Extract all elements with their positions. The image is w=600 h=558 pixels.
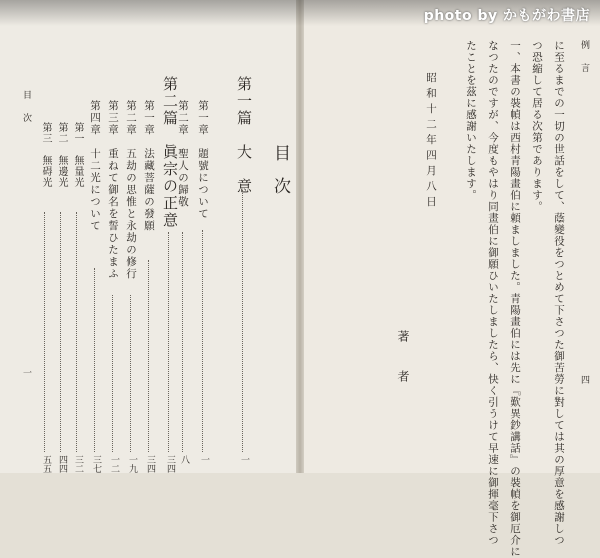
toc-page: 一九 (127, 455, 137, 473)
toc-title: 目次 (270, 144, 290, 210)
toc-part-2: 第二篇 眞宗の正意 (161, 76, 179, 229)
toc-leader (112, 295, 113, 452)
toc-chapter: 第一章 題號について (197, 100, 209, 220)
toc-subentry: 第三 無碍光 (40, 122, 51, 188)
toc-page: 一 (199, 455, 209, 464)
toc-subentry: 第一 無量光 (72, 122, 83, 188)
toc-chapter: 第一章 法藏菩薩の發願 (143, 100, 155, 232)
toc-page: 三二 (73, 455, 83, 473)
toc-chapter: 第四章 十二光について (89, 100, 101, 232)
paragraph-line: に至るまでの一切の世話をして、蔭變役をつとめて下さつた御苦勞に對しては其の厚意を感謝しつ (553, 40, 565, 546)
toc-page: 一二 (109, 455, 119, 473)
paragraph-line: 一、本書の裝幀は西村青陽畫伯に頼ましました。青陽畫伯には先に『歎異鈔講話』の裝幀を御厄介に (509, 40, 521, 558)
toc-page: 八 (179, 455, 189, 464)
toc-page: 五五 (41, 455, 51, 473)
toc-leader (76, 212, 77, 452)
left-folio: 一 (21, 368, 31, 377)
toc-subentry: 第二 無邊光 (56, 122, 67, 188)
toc-leader (94, 268, 95, 452)
toc-chapter: 第二章 五劫の思惟と永劫の修行 (125, 100, 137, 280)
toc-page: 三四 (145, 455, 155, 473)
paragraph-line: なつたのですが、今度もやはり同畫伯に御願ひいたしましたら、快く引うけて早速に御揮毫下さつ (487, 40, 499, 546)
toc-page: 一 (239, 455, 249, 464)
toc-leader (182, 232, 183, 452)
photo-header-bar (0, 0, 600, 26)
toc-leader (242, 190, 243, 452)
toc-leader (60, 212, 61, 452)
date-line: 昭和十二年四月八日 (425, 72, 437, 212)
toc-chapter: 第三章 重ねて御名を誓ひたまふ (107, 100, 119, 280)
toc-page: 三七 (91, 455, 101, 473)
toc-leader (168, 232, 169, 452)
toc-chapter: 第二章 聖人の歸敬 (177, 100, 189, 208)
right-running-head: 例言 (579, 40, 589, 86)
right-folio: 四 (579, 375, 589, 384)
author-signature: 著 者 (396, 330, 410, 390)
toc-leader (202, 230, 203, 452)
watermark: photo by かもがわ書店 (423, 8, 590, 24)
toc-leader (130, 295, 131, 452)
toc-part-1: 第一篇 大 意 (235, 76, 253, 195)
toc-page: 三四 (165, 455, 175, 473)
toc-leader (148, 260, 149, 452)
toc-leader (44, 212, 45, 452)
running-head: 目次 (21, 90, 31, 136)
paragraph-line: つ恐縮して居る次第であります。 (531, 40, 543, 213)
toc-page: 四四 (57, 455, 67, 473)
paragraph-line: たことを茲に感謝いたします。 (465, 40, 477, 201)
book-gutter (296, 0, 304, 473)
